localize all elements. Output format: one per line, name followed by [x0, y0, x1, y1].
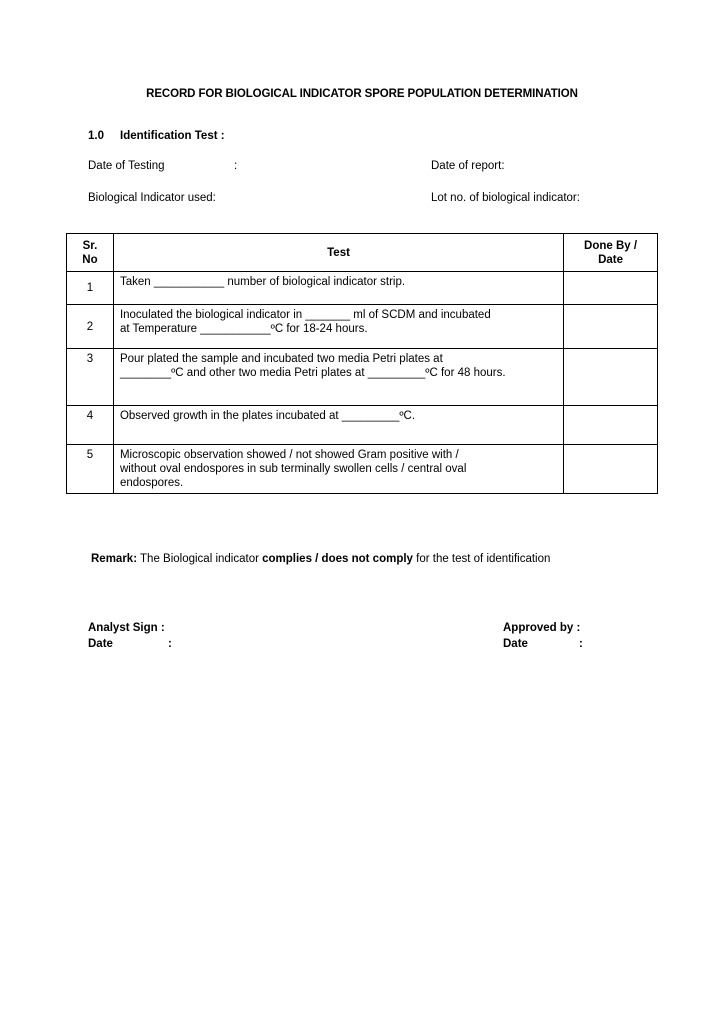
- remark-emphasis: complies / does not comply: [262, 553, 413, 565]
- analyst-date-label: Date: [88, 638, 113, 650]
- table-header-row: [67, 234, 658, 272]
- approved-by-block: [503, 620, 653, 652]
- table-row: [67, 305, 658, 349]
- row-sr-no: 4: [67, 406, 114, 445]
- remark-text-after: for the test of identification: [412, 553, 551, 565]
- row-test: Observed growth in the plates incubated at _________ºC.: [113, 406, 563, 445]
- row-test: [113, 305, 563, 349]
- row-done-by[interactable]: [564, 445, 658, 494]
- date-of-testing-label: Date of Testing: [88, 160, 165, 172]
- row-test-line1: Microscopic observation showed / not showed Gram positive with /: [119, 449, 459, 461]
- lot-no-field: [431, 192, 580, 204]
- row-test-line2: without oval endospores in sub terminally swollen cells / central oval: [119, 463, 467, 475]
- document-title: RECORD FOR BIOLOGICAL INDICATOR SPORE POPULATION DETERMINATION: [146, 88, 578, 100]
- section-heading: [88, 130, 225, 142]
- table-row: [67, 406, 658, 445]
- date-of-report-label: Date of report:: [431, 160, 505, 172]
- row-done-by[interactable]: [564, 406, 658, 445]
- row-test-line1: Inoculated the biological indicator in _______ ml of SCDM and incubated: [119, 309, 491, 321]
- row-done-by[interactable]: [564, 305, 658, 349]
- lot-no-label: Lot no. of biological indicator:: [431, 192, 580, 204]
- row-test-line1: Pour plated the sample and incubated two media Petri plates at: [119, 353, 443, 365]
- header-done-by-line1: Done By /: [584, 239, 638, 252]
- row-test-line3: endospores.: [119, 477, 184, 489]
- remark-label: Remark:: [91, 553, 138, 565]
- identification-test-table: [66, 233, 658, 494]
- header-done-by-line2: Date: [598, 253, 624, 266]
- header-sr-no-line1: Sr.: [82, 239, 98, 252]
- header-sr-no-line2: No: [82, 253, 98, 266]
- date-of-testing-field: [88, 160, 288, 172]
- row-test: [113, 445, 563, 494]
- analyst-sign-block: [88, 620, 288, 652]
- row-test: Taken ___________ number of biological indicator strip.: [113, 272, 563, 305]
- bi-used-label: Biological Indicator used:: [88, 192, 216, 204]
- approved-by-label: Approved by :: [503, 622, 581, 634]
- header-test: Test: [113, 234, 563, 272]
- row-sr-no: 1: [67, 272, 114, 305]
- row-done-by[interactable]: [564, 349, 658, 406]
- table-row: [67, 349, 658, 406]
- table-row: [67, 445, 658, 494]
- remark-text-before: The Biological indicator: [137, 553, 263, 565]
- row-test: [113, 349, 563, 406]
- date-of-testing-colon: :: [234, 160, 238, 172]
- analyst-date-colon: :: [168, 638, 172, 650]
- bi-used-field: [88, 192, 216, 204]
- analyst-sign-label: Analyst Sign :: [88, 622, 165, 634]
- row-test-line2: ________ºC and other two media Petri plates at _________ºC for 48 hours.: [119, 367, 506, 379]
- table-row: [67, 272, 658, 305]
- row-sr-no: 5: [67, 445, 114, 494]
- section-title: Identification Test :: [120, 130, 225, 142]
- row-sr-no: 3: [67, 349, 114, 406]
- header-done-by: [564, 234, 658, 272]
- row-done-by[interactable]: [564, 272, 658, 305]
- row-sr-no: 2: [67, 305, 114, 349]
- date-of-report-field: [431, 160, 505, 172]
- approved-date-colon: :: [579, 638, 583, 650]
- approved-date-label: Date: [503, 638, 528, 650]
- remark: [91, 553, 550, 565]
- header-sr-no: [67, 234, 114, 272]
- row-test-line2: at Temperature ___________ºC for 18-24 hours.: [119, 323, 368, 335]
- section-number: 1.0: [88, 130, 104, 142]
